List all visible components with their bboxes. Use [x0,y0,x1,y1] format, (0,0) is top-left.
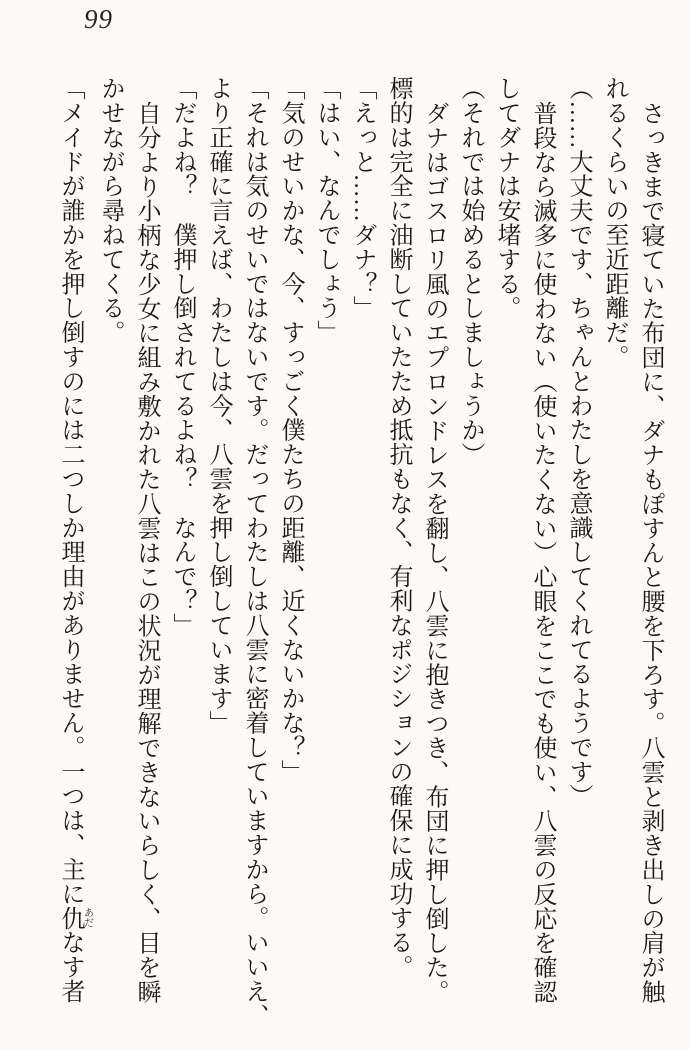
text-line-15: 自分より小柄な少女に組み敷かれた八雲はこの状況が理解できないらしく、目を瞬 [133,101,159,1004]
text-line-5: してダナは安堵する。 [493,76,519,320]
text-line-4: 普段なら滅多に使わない（使いたくない）心眼をここでも使い、八雲の反応を確認 [529,101,555,1004]
furigana-ruby: 仇あだ [57,905,93,931]
text-line-10: 「はい、なんでしょう」 [313,76,339,345]
text-line-6: （それでは始めるとしましょうか） [457,76,483,467]
text-line-16: かせながら尋ねてくる。 [97,76,123,345]
text-line-11: 「気のせいかな、今、すっごく僕たちの距離、近くないかな？」 [277,76,303,784]
text-line-7: ダナはゴスロリ風のエプロンドレスを翻し、八雲に抱きつき、布団に押し倒した。 [421,101,447,1004]
text-line-9: 「えっと……ダナ？」 [349,76,375,320]
text-line-12: 「それは気のせいではないです。だってわたしは八雲に密着していますから。いいえ、 [241,76,267,1028]
text-line-2: れるくらいの至近距離だ。 [601,76,627,369]
text-line-13: より正確に言えば、わたしは今、八雲を押し倒しています」 [205,76,231,735]
text-line-8: 標的は完全に油断していたため抵抗もなく、有利なポジションの確保に成功する。 [385,76,411,979]
text-line-17: 「メイドが誰かを押し倒すのには二つしか理由がありません。一つは、主に仇あだなす者 [57,76,93,1004]
page-number: 99 [84,4,113,34]
text-line-1: さっきまで寝ていた布団に、ダナもぽすんと腰を下ろす。八雲と剥き出しの肩が触 [637,101,663,1004]
novel-text-block [46,76,668,1038]
text-line-14: 「だよね？ 僕押し倒されてるよね？ なんで？」 [169,76,195,638]
text-line-3: （……大丈夫です、ちゃんとわたしを意識してくれてるようです） [565,76,591,808]
